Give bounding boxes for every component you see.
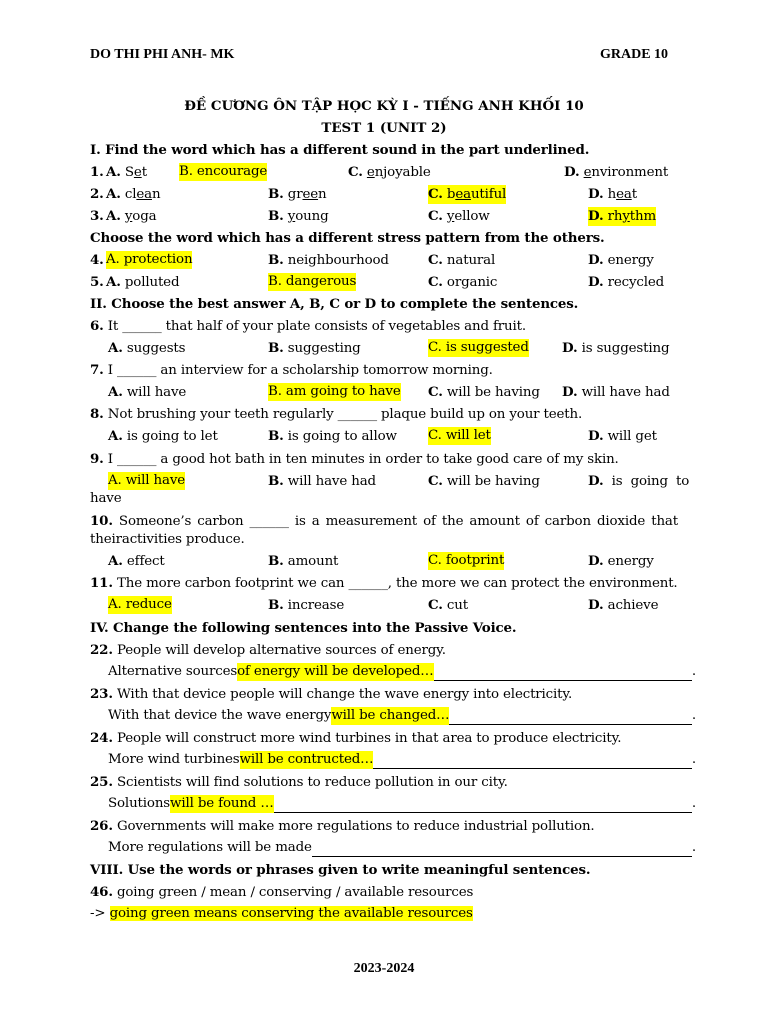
option-d: D. energy xyxy=(588,252,654,268)
option-d: D. environment xyxy=(564,164,669,180)
option-c: C. organic xyxy=(428,274,498,290)
question-6-stem: 6. It ______ that half of your plate consists of vegetables and fruit. xyxy=(90,318,527,334)
option-c: C. cut xyxy=(428,597,468,613)
option-a: A. polluted xyxy=(106,274,180,290)
option-c-answer: C. footprint xyxy=(428,553,505,568)
option-a: A. suggests xyxy=(108,340,186,356)
option-d: D. is going to xyxy=(588,473,690,489)
section-heading: Choose the word which has a different stress pattern from the others. xyxy=(90,230,605,246)
answer-blank xyxy=(274,800,692,813)
option-c: C. yellow xyxy=(428,208,490,224)
question-46-stem: 46. going green / mean / conserving / available resources xyxy=(90,884,474,900)
option-b-answer: B. dangerous xyxy=(268,274,357,289)
section-heading: VIII. Use the words or phrases given to write meaningful sentences. xyxy=(90,862,591,878)
option-d: D. is suggesting xyxy=(562,340,670,356)
option-c-answer: C. beautiful xyxy=(428,186,507,202)
section-heading: IV. Change the following sentences into the Passive Voice. xyxy=(90,620,517,636)
question-10-stem: 10. Someone’s carbon ______ is a measurement of the amount of carbon dioxide that theiractivities produce. xyxy=(90,513,679,547)
question-25-stem: 25. Scientists will find solutions to reduce pollution in our city. xyxy=(90,774,508,790)
question-22-answer: Alternative sources of energy will be developed… . xyxy=(108,664,696,679)
option-c-answer: C. is suggested xyxy=(428,340,529,355)
option-d-continuation: have xyxy=(90,491,122,506)
question-22-stem: 22. People will develop alternative sources of energy. xyxy=(90,642,446,658)
question-number: 4. xyxy=(90,252,104,268)
option-a-answer: A. reduce xyxy=(108,597,172,612)
option-c: C. will be having xyxy=(428,473,540,489)
doc-subtitle: TEST 1 (UNIT 2) xyxy=(321,120,447,136)
option-a: A. yoga xyxy=(106,208,157,224)
option-b: B. young xyxy=(268,208,329,224)
author-header: DO THI PHI ANH- MK xyxy=(90,47,235,62)
option-d: D. recycled xyxy=(588,274,665,290)
question-11-stem: 11. The more carbon footprint we can ______, the more we can protect the environment. xyxy=(90,575,678,591)
option-d: D. will have had xyxy=(562,384,670,400)
section-heading: II. Choose the best answer A, B, C or D to complete the sentences. xyxy=(90,296,579,312)
option-c: C. enjoyable xyxy=(348,164,431,180)
option-b-answer: B. am going to have xyxy=(268,384,401,399)
option-c: C. natural xyxy=(428,252,496,268)
question-23-answer: With that device the wave energy will be changed… . xyxy=(108,708,696,723)
question-24-answer: More wind turbines will be contructed… . xyxy=(108,752,696,767)
option-a: A. will have xyxy=(108,384,187,400)
option-d: D. will get xyxy=(588,428,657,444)
option-a: A. clean xyxy=(106,186,161,202)
option-c-answer: C. will let xyxy=(428,428,491,443)
question-46-answer: -> going green means conserving the available resources xyxy=(90,906,473,921)
option-a: A. effect xyxy=(108,553,165,569)
question-8-stem: 8. Not brushing your teeth regularly ______ plaque build up on your teeth. xyxy=(90,406,583,422)
section-heading: I. Find the word which has a different sound in the part underlined. xyxy=(90,142,590,158)
answer-blank xyxy=(373,756,692,769)
question-number: 5. xyxy=(90,274,104,290)
question-number: 3. xyxy=(90,208,104,224)
question-26-stem: 26. Governments will make more regulations to reduce industrial pollution. xyxy=(90,818,595,834)
question-number: 1. xyxy=(90,164,104,180)
option-d-answer: D. rhythm xyxy=(588,208,657,224)
question-24-stem: 24. People will construct more wind turbines in that area to produce electricity. xyxy=(90,730,622,746)
option-a: A. is going to let xyxy=(108,428,218,444)
question-7-stem: 7. I ______ an interview for a scholarship tomorrow morning. xyxy=(90,362,493,378)
question-25-answer: Solutions will be found … . xyxy=(108,796,696,811)
option-d: D. achieve xyxy=(588,597,659,613)
answer-blank xyxy=(449,712,691,725)
answer-blank xyxy=(312,844,692,857)
option-a-answer: A. will have xyxy=(108,473,186,488)
option-b: B. increase xyxy=(268,597,345,613)
option-a-answer: A. protection xyxy=(106,252,193,267)
grade-header: GRADE 10 xyxy=(600,47,669,62)
doc-title: ĐỀ CƯƠNG ÔN TẬP HỌC KỲ I - TIẾNG ANH KHỐI 10 xyxy=(184,98,584,114)
option-d: D. heat xyxy=(588,186,637,202)
option-b: B. amount xyxy=(268,553,339,569)
answer-blank xyxy=(434,668,692,681)
option-b-answer: B. encourage xyxy=(179,164,268,179)
option-b: B. green xyxy=(268,186,327,202)
question-number: 2. xyxy=(90,186,104,202)
option-b: B. is going to allow xyxy=(268,428,397,444)
question-9-stem: 9. I ______ a good hot bath in ten minutes in order to take good care of my skin. xyxy=(90,451,619,467)
question-26-answer: More regulations will be made . xyxy=(108,840,696,855)
option-b: B. suggesting xyxy=(268,340,361,356)
question-23-stem: 23. With that device people will change the wave energy into electricity. xyxy=(90,686,573,702)
option-b: B. will have had xyxy=(268,473,376,489)
option-b: B. neighbourhood xyxy=(268,252,389,268)
option-d: D. energy xyxy=(588,553,654,569)
option-a: A. Set xyxy=(106,164,147,180)
option-c: C. will be having xyxy=(428,384,540,400)
footer-year: 2023-2024 xyxy=(353,961,415,976)
